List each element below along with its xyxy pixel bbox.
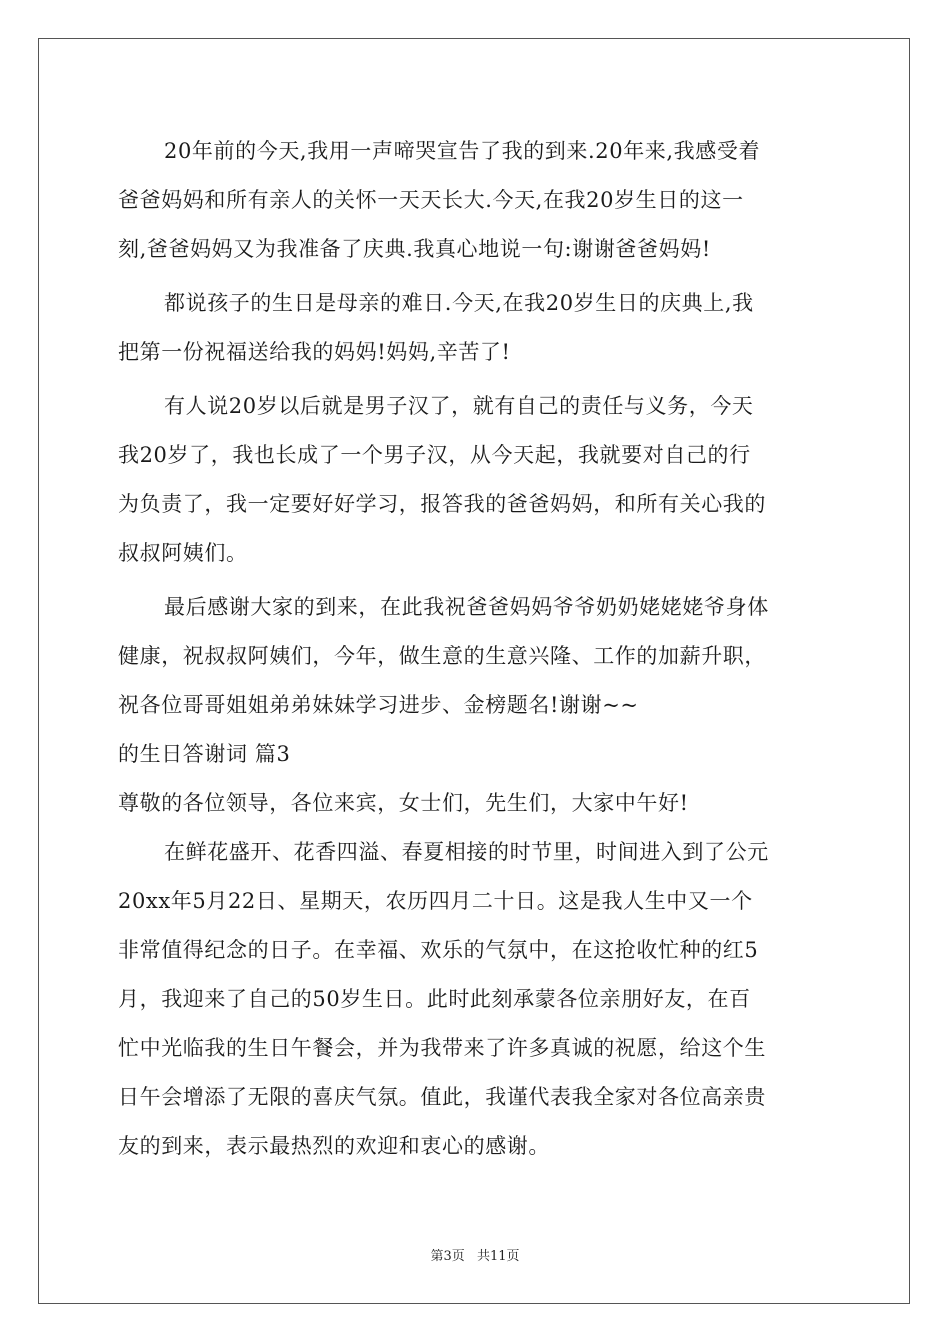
- text-line: 有人说20岁以后就是男子汉了，就有自己的责任与义务，今天: [164, 394, 754, 418]
- text-line: 祝各位哥哥姐姐弟弟妹妹学习进步、金榜题名!谢谢~~: [118, 693, 639, 717]
- text-line: 非常值得纪念的日子。在幸福、欢乐的气氛中，在这抢收忙种的红5: [118, 938, 759, 962]
- text-line: 月，我迎来了自己的50岁生日。此时此刻承蒙各位亲朋好友，在百: [118, 987, 751, 1011]
- text-line: 20xx年5月22日、星期天，农历四月二十日。这是我人生中又一个: [118, 889, 753, 913]
- text-line: 为负责了，我一定要好好学习，报答我的爸爸妈妈，和所有关心我的: [118, 492, 766, 516]
- text-line: 我20岁了，我也长成了一个男子汉，从今天起，我就要对自己的行: [118, 443, 751, 467]
- text-line: 在鲜花盛开、花香四溢、春夏相接的时节里，时间进入到了公元: [164, 840, 769, 864]
- text-line: 友的到来，表示最热烈的欢迎和衷心的感谢。: [118, 1134, 550, 1158]
- paragraph-4: [118, 583, 834, 730]
- text-line: 刻,爸爸妈妈又为我准备了庆典.我真心地说一句:谢谢爸爸妈妈!: [118, 237, 711, 261]
- page-number: 第3页: [430, 1249, 465, 1264]
- paragraph-3: [118, 382, 834, 578]
- paragraph-1: [118, 127, 834, 274]
- page-footer: [0, 1245, 950, 1264]
- paragraph-5: [118, 828, 834, 1171]
- text-line: 最后感谢大家的到来，在此我祝爸爸妈妈爷爷奶奶姥姥姥爷身体: [164, 595, 769, 619]
- text-line: 20年前的今天,我用一声啼哭宣告了我的到来.20年来,我感受着: [164, 139, 761, 163]
- text-line: 忙中光临我的生日午餐会，并为我带来了许多真诚的祝愿，给这个生: [118, 1036, 766, 1060]
- section-heading: 的生日答谢词 篇3: [118, 742, 291, 766]
- document-body: [118, 127, 834, 1171]
- text-line: 都说孩子的生日是母亲的难日.今天,在我20岁生日的庆典上,我: [164, 291, 754, 315]
- page-total: 共11页: [476, 1249, 520, 1264]
- text-line: 叔叔阿姨们。: [118, 541, 248, 565]
- salutation: 尊敬的各位领导，各位来宾，女士们，先生们，大家中午好!: [118, 791, 689, 815]
- text-line: 日午会增添了无限的喜庆气氛。值此，我谨代表我全家对各位高亲贵: [118, 1085, 766, 1109]
- text-line: 爸爸妈妈和所有亲人的关怀一天天长大.今天,在我20岁生日的这一: [118, 188, 744, 212]
- text-line: 把第一份祝福送给我的妈妈!妈妈,辛苦了!: [118, 340, 511, 364]
- paragraph-2: [118, 279, 834, 377]
- text-line: 健康，祝叔叔阿姨们，今年，做生意的生意兴隆、工作的加薪升职，: [118, 644, 766, 668]
